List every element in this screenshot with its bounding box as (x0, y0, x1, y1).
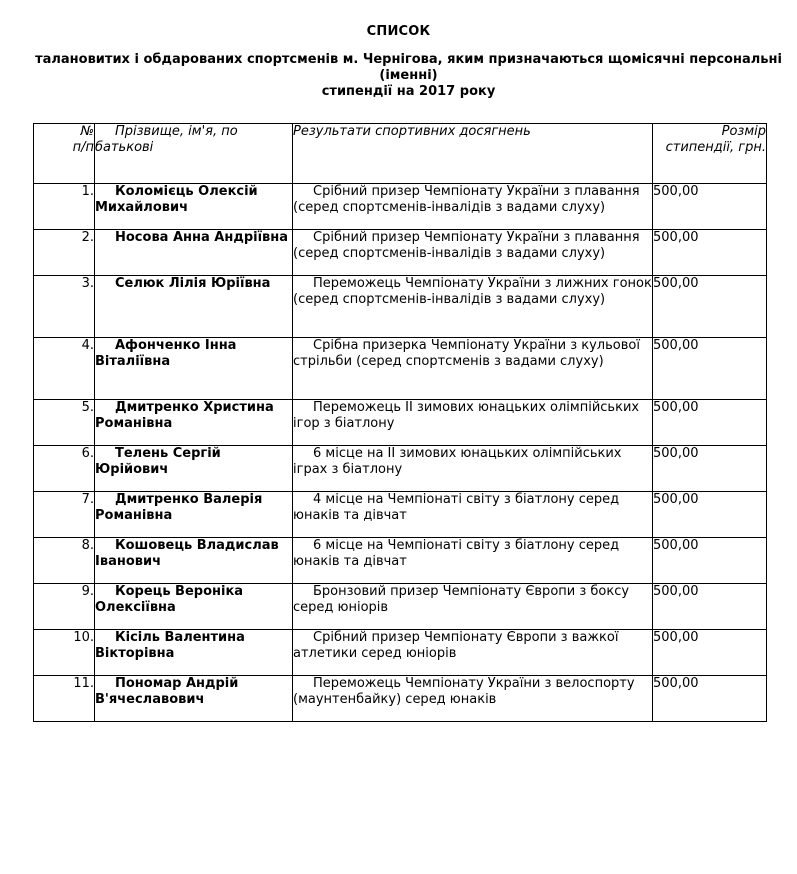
row-result: Переможець II зимових юнацьких олімпійських ігор з біатлону (293, 400, 653, 446)
row-name: Дмитренко Валерія Романівна (95, 492, 293, 538)
row-name: Кісіль Валентина Вікторівна (95, 630, 293, 676)
row-amount: 500,00 (653, 676, 767, 722)
row-number: 7. (34, 492, 95, 538)
row-number: 3. (34, 276, 95, 338)
table-row (34, 400, 767, 446)
row-amount: 500,00 (653, 630, 767, 676)
row-number: 2. (34, 230, 95, 276)
header-name-line-1: Прізвище, ім'я, по (115, 124, 238, 139)
row-result: Срібний призер Чемпіонату Європи з важкої атлетики серед юніорів (293, 630, 653, 676)
table-row (34, 446, 767, 492)
document-title: СПИСОК (366, 24, 431, 39)
table-row (34, 276, 767, 338)
row-amount: 500,00 (653, 538, 767, 584)
header-number (34, 124, 95, 184)
row-result: 6 місце на Чемпіонаті світу з біатлону серед юнаків та дівчат (293, 538, 653, 584)
row-amount: 500,00 (653, 276, 767, 338)
table-row (34, 538, 767, 584)
header-amount (653, 124, 767, 184)
row-name: Селюк Лілія Юріївна (95, 276, 293, 338)
row-number: 8. (34, 538, 95, 584)
header-name (95, 124, 293, 184)
table-row (34, 184, 767, 230)
header-number-line-1: № (80, 124, 94, 139)
row-number: 5. (34, 400, 95, 446)
header-name-line-2: батькові (95, 140, 154, 155)
row-amount: 500,00 (653, 230, 767, 276)
row-number: 11. (34, 676, 95, 722)
row-amount: 500,00 (653, 184, 767, 230)
header-number-line-2: п/п (72, 140, 94, 155)
row-name: Носова Анна Андріївна (95, 230, 293, 276)
scholarship-table (33, 123, 767, 722)
row-result: Переможець Чемпіонату України з велоспорту (маунтенбайку) серед юнаків (293, 676, 653, 722)
row-name: Телень Сергій Юрійович (95, 446, 293, 492)
table-row (34, 230, 767, 276)
subtitle-line-2: стипендії на 2017 року (321, 84, 496, 99)
row-name: Пономар Андрій В'ячеславович (95, 676, 293, 722)
row-result: 6 місце на II зимових юнацьких олімпійських іграх з біатлону (293, 446, 653, 492)
row-amount: 500,00 (653, 446, 767, 492)
row-amount: 500,00 (653, 492, 767, 538)
table-row (34, 676, 767, 722)
row-amount: 500,00 (653, 400, 767, 446)
table-row (34, 338, 767, 400)
subtitle-line-1: талановитих і обдарованих спортсменів м. Чернігова, яким призначаються щомісячні персональні (іменні) (35, 52, 782, 83)
row-number: 1. (34, 184, 95, 230)
row-number: 6. (34, 446, 95, 492)
header-results: Результати спортивних досягнень (293, 124, 653, 184)
row-name: Афонченко Інна Віталіївна (95, 338, 293, 400)
table-row (34, 492, 767, 538)
row-number: 9. (34, 584, 95, 630)
row-name: Дмитренко Христина Романівна (95, 400, 293, 446)
row-number: 4. (34, 338, 95, 400)
table-header-row (34, 124, 767, 184)
header-amount-line-1: Розмір (721, 124, 766, 139)
row-result: Бронзовий призер Чемпіонату Європи з боксу серед юніорів (293, 584, 653, 630)
document-subtitle (20, 52, 797, 100)
row-amount: 500,00 (653, 338, 767, 400)
row-number: 10. (34, 630, 95, 676)
row-result: Переможець Чемпіонату України з лижних гонок (серед спортсменів-інвалідів з вадами слуху) (293, 276, 653, 338)
row-result: Срібна призерка Чемпіонату України з кульової стрільби (серед спортсменів з вадами слуху) (293, 338, 653, 400)
row-name: Кошовець Владислав Іванович (95, 538, 293, 584)
header-amount-line-2: стипендії, грн. (665, 140, 766, 155)
row-result: Срібний призер Чемпіонату України з плавання (серед спортсменів-інвалідів з вадами слуху) (293, 184, 653, 230)
row-amount: 500,00 (653, 584, 767, 630)
row-name: Корець Вероніка Олексіївна (95, 584, 293, 630)
row-result: Срібний призер Чемпіонату України з плавання (серед спортсменів-інвалідів з вадами слуху) (293, 230, 653, 276)
row-name: Коломієць Олексій Михайлович (95, 184, 293, 230)
table-row (34, 584, 767, 630)
row-result: 4 місце на Чемпіонаті світу з біатлону серед юнаків та дівчат (293, 492, 653, 538)
table-row (34, 630, 767, 676)
